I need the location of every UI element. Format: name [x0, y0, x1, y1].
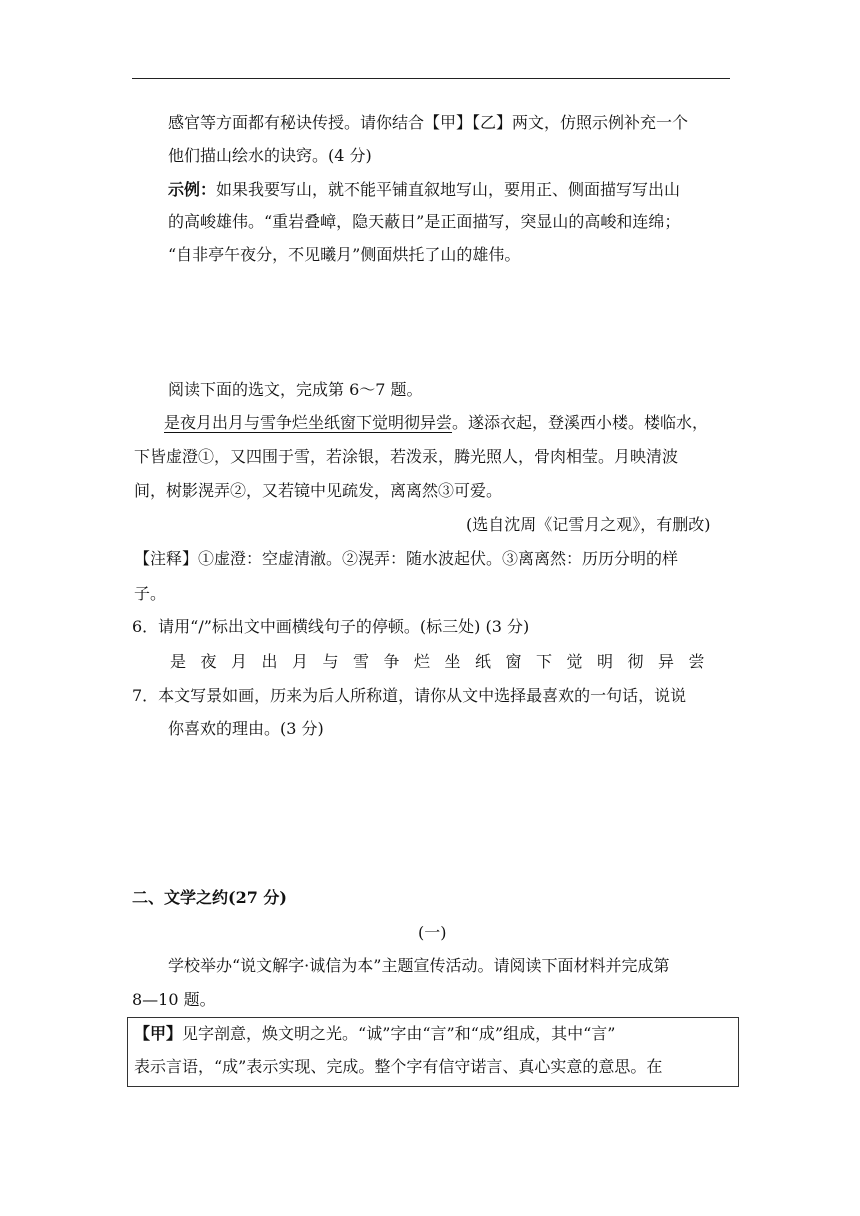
q7-text-line-2: 你喜欢的理由。(3 分): [168, 719, 324, 738]
example-line-2: 的高峻雄伟。“重岩叠嶂，隐天蔽日”是正面描写，突显山的高峻和连绵；: [168, 212, 681, 231]
passage-line-1-rest: 。遂添衣起，登溪西小楼。楼临水，: [452, 413, 709, 432]
notes-line-1: 【注释】①虚澄：空虚清澈。②滉弄：随水波起伏。③离离然：历历分明的样: [134, 549, 679, 568]
example-line-1: [168, 180, 680, 200]
box-text-1: 见字剖意，焕文明之光。“诚”字由“言”和“成”组成，其中“言”: [182, 1024, 616, 1043]
q7-text-line-1: 7．本文写景如画，历来为后人所称道，请你从文中选择最喜欢的一句话，说说: [132, 686, 687, 705]
passage-line-1: [164, 413, 708, 433]
example-line-3: “自非亭午夜分，不见曦月”侧面烘托了山的雄伟。: [168, 245, 521, 264]
underlined-sentence: 是夜月出月与雪争烂坐纸窗下觉明彻异尝: [164, 413, 453, 432]
box-label: 【甲】: [134, 1024, 183, 1043]
example-label: 示例：: [168, 180, 217, 199]
reading-intro: 阅读下面的选文，完成第 6～7 题。: [168, 380, 423, 399]
section-heading: 二、文学之约(27 分): [132, 888, 287, 907]
passage-line-3: 间，树影滉弄②，又若镜中见疏发，离离然③可爱。: [134, 481, 503, 500]
passage-source: (选自沈周《记雪月之观》，有删改): [466, 515, 711, 534]
q6-spaced-sentence: 是夜月出月与雪争烂坐纸窗下觉明彻异尝: [170, 652, 720, 671]
q5-text-line-1: 感官等方面都有秘诀传授。请你结合【甲】【乙】两文，仿照示例补充一个: [168, 113, 689, 132]
section-intro-line-2: 8—10 题。: [132, 990, 216, 1009]
q6-text: 6．请用“/”标出文中画横线句子的停顿。(标三处) (3 分): [132, 617, 530, 636]
section-subheading: (一): [418, 923, 447, 942]
notes-line-2: 子。: [134, 584, 167, 603]
header-rule: [132, 78, 730, 79]
example-text: 如果我要写山，就不能平铺直叙地写山，要用正、侧面描写写出山: [216, 180, 681, 199]
box-line-2: 表示言语，“成”表示实现、完成。整个字有信守诺言、真心实意的意思。在: [134, 1057, 663, 1076]
q5-text-line-2: 他们描山绘水的诀窍。(4 分): [168, 146, 372, 165]
section-intro-line-1: 学校举办“说文解字·诚信为本”主题宣传活动。请阅读下面材料并完成第: [168, 956, 670, 975]
passage-line-2: 下皆虚澄①，又四围于雪，若涂银，若泼汞，腾光照人，骨肉相莹。月映清波: [134, 447, 679, 466]
box-line-1: [134, 1024, 615, 1044]
